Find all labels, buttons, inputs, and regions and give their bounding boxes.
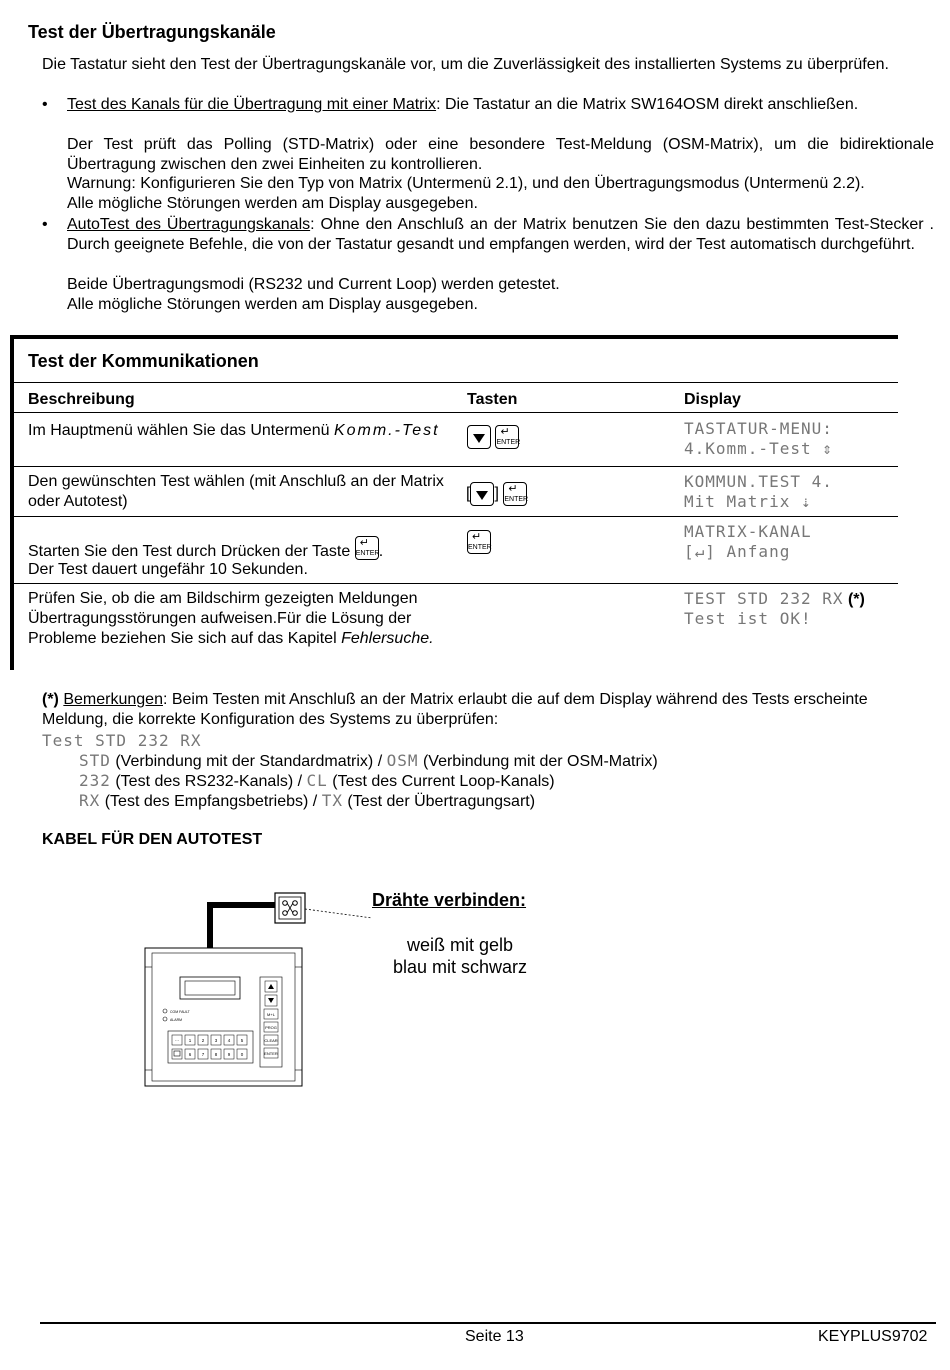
table-row-2-display-line2: Mit Matrix ⇣ [684,492,812,511]
intro-paragraph: Die Tastatur sieht den Test der Übertragungskanäle vor, um die Zuverlässigkeit des installierten Systems zu überprüfen. [42,56,889,73]
footer-doc-id: KEYPLUS9702 [818,1328,928,1345]
remarks-line-2: 232 (Test des RS232-Kanals) / CL (Test des Current Loop-Kanals) [79,771,555,790]
enter-key-icon: ↵ ENTER [495,425,519,449]
table-divider [14,516,898,517]
table-divider [14,382,898,383]
bullet-2-symbol: • [42,216,48,233]
remarks-line-1: STD (Verbindung mit der Standardmatrix) / OSM (Verbindung mit der OSM-Matrix) [79,751,658,770]
col-header-description: Beschreibung [28,391,135,408]
footer-page-number: Seite 13 [465,1328,524,1345]
table-row-3-display-line2: [↵] Anfang [684,542,791,561]
table-row-2-display-line1: KOMMUN.TEST 4. [684,472,833,491]
svg-text:0: 0 [240,1052,244,1057]
svg-text:M+L: M+L [267,1012,275,1017]
table-row-3-description-2: Der Test dauert ungefähr 10 Sekunden. [28,561,308,578]
cable-heading: KABEL FÜR DEN AUTOTEST [42,831,263,848]
table-row-4-description: Prüfen Sie, ob die am Bildschirm gezeigten Meldungen Übertragungsstörungen aufweisen.Für die Lösung der Probleme beziehen Sie sich auf das Kapitel Fehlersuche. [28,590,434,647]
footer-rule [40,1322,936,1324]
cable-label-line2: blau mit schwarz [392,957,528,977]
bullet-1-p4: Alle mögliche Störungen werden am Display ausgegeben. [67,195,478,212]
svg-text:9: 9 [227,1052,231,1057]
svg-text:5: 5 [240,1038,244,1043]
bracket-open: [ [466,485,471,503]
table-row-1-display-line1: TASTATUR-MENU: [684,419,833,438]
table-divider [14,466,898,467]
led-com-fault-label: COM FAULT [170,1010,190,1014]
table-divider [14,583,898,584]
remarks-line-3: RX (Test des Empfangsbetriebs) / TX (Test der Übertragungsart) [79,791,536,810]
table-row-1-description: Im Hauptmenü wählen Sie das Untermenü Komm.-Test [28,422,440,439]
svg-text:1: 1 [188,1038,192,1043]
keypad-illustration-icon [140,885,380,1090]
svg-text:6: 6 [188,1052,192,1057]
section-title: Test der Übertragungskanäle [28,22,276,42]
led-alarm-label: ALARM [170,1018,183,1022]
svg-text:7: 7 [201,1052,205,1057]
table-row-4-display-line1: TEST STD 232 RX (*) [684,589,865,608]
bullet-2-p3: Alle mögliche Störungen werden am Display ausgegeben. [67,296,478,313]
bracket-close: ] [494,485,499,503]
enter-key-icon: ↵ ENTER [355,536,379,560]
svg-text:PROG: PROG [265,1025,277,1030]
enter-key-icon: ↵ ENTER [467,530,491,554]
table-row-1-keys [467,425,519,449]
col-header-keys: Tasten [467,391,518,408]
table-left-border [10,335,14,670]
bullet-1-link: Test des Kanals für die Übertragung mit einer Matrix [67,96,437,113]
svg-text:···: ··· [174,1038,180,1043]
table-title: Test der Kommunikationen [28,351,259,371]
table-row-3-display-line1: MATRIX-KANAL [684,522,812,541]
remarks-paragraph: (*) Bemerkungen: Beim Testen mit Anschluß an der Matrix erlaubt die auf dem Display während des Tests erscheinte Meldung, die korrekte Konfiguration des Systems zu überprüfen: [42,691,868,728]
down-arrow-key-icon [470,482,494,506]
table-row-1-display-line2: 4.Komm.-Test ⇕ [684,439,833,458]
bullet-1-p3: Warnung: Konfigurieren Sie den Typ von Matrix (Untermenü 2.1), und den Übertragungsmodus (Untermenü 2.2). [67,175,865,192]
svg-text:4: 4 [227,1038,231,1043]
cable-label-title: Drähte verbinden: [372,890,527,910]
bullet-1-text: : Die Tastatur an die Matrix SW164OSM direkt anschließen. [436,96,859,113]
svg-text:3: 3 [214,1038,218,1043]
bullet-1-p2: Der Test prüft das Polling (STD-Matrix) oder eine besondere Test-Meldung (OSM-Matrix), um die bidirektionale Übertragung zwischen den zwei Einheiten zu kontrollieren. [67,136,934,173]
svg-text:8: 8 [214,1052,218,1057]
bullet-2-text: : Ohne den Anschluß an der Matrix benutzen Sie den dazu bestimmten Test-Stecker . Durch geeignete Befehle, die von der Tastatur gesandt und empfangen werden, wird der Test automatisch durchgeführt. [67,216,934,253]
remarks-lcd-example: Test STD 232 RX [42,731,202,750]
table-row-3-keys [467,530,491,554]
enter-key-icon: ↵ ENTER [503,482,527,506]
svg-text:ENTER: ENTER [264,1051,278,1056]
svg-text:CLEAR: CLEAR [264,1038,278,1043]
table-row-2-keys [466,482,527,506]
bullet-1-symbol: • [42,96,48,113]
svg-text:2: 2 [201,1038,205,1043]
bullet-2-link: AutoTest des Übertragungskanals [67,216,311,233]
table-row-3-description: Starten Sie den Test durch Drücken der Taste ↵ ENTER . [28,537,384,560]
table-row-4-display-line2: Test ist OK! [684,609,812,628]
table-divider [14,412,898,413]
bullet-2-line [67,215,934,255]
table-top-border [10,335,898,339]
table-row-2-description: Den gewünschten Test wählen (mit Anschluß an der Matrix oder Autotest) [28,473,444,510]
bullet-2-p2: Beide Übertragungsmodi (RS232 und Current Loop) werden getestet. [67,276,560,293]
bullet-1-line [67,95,934,115]
down-arrow-key-icon [467,425,491,449]
col-header-display: Display [684,391,741,408]
cable-label-line1: weiß mit gelb [406,935,514,955]
